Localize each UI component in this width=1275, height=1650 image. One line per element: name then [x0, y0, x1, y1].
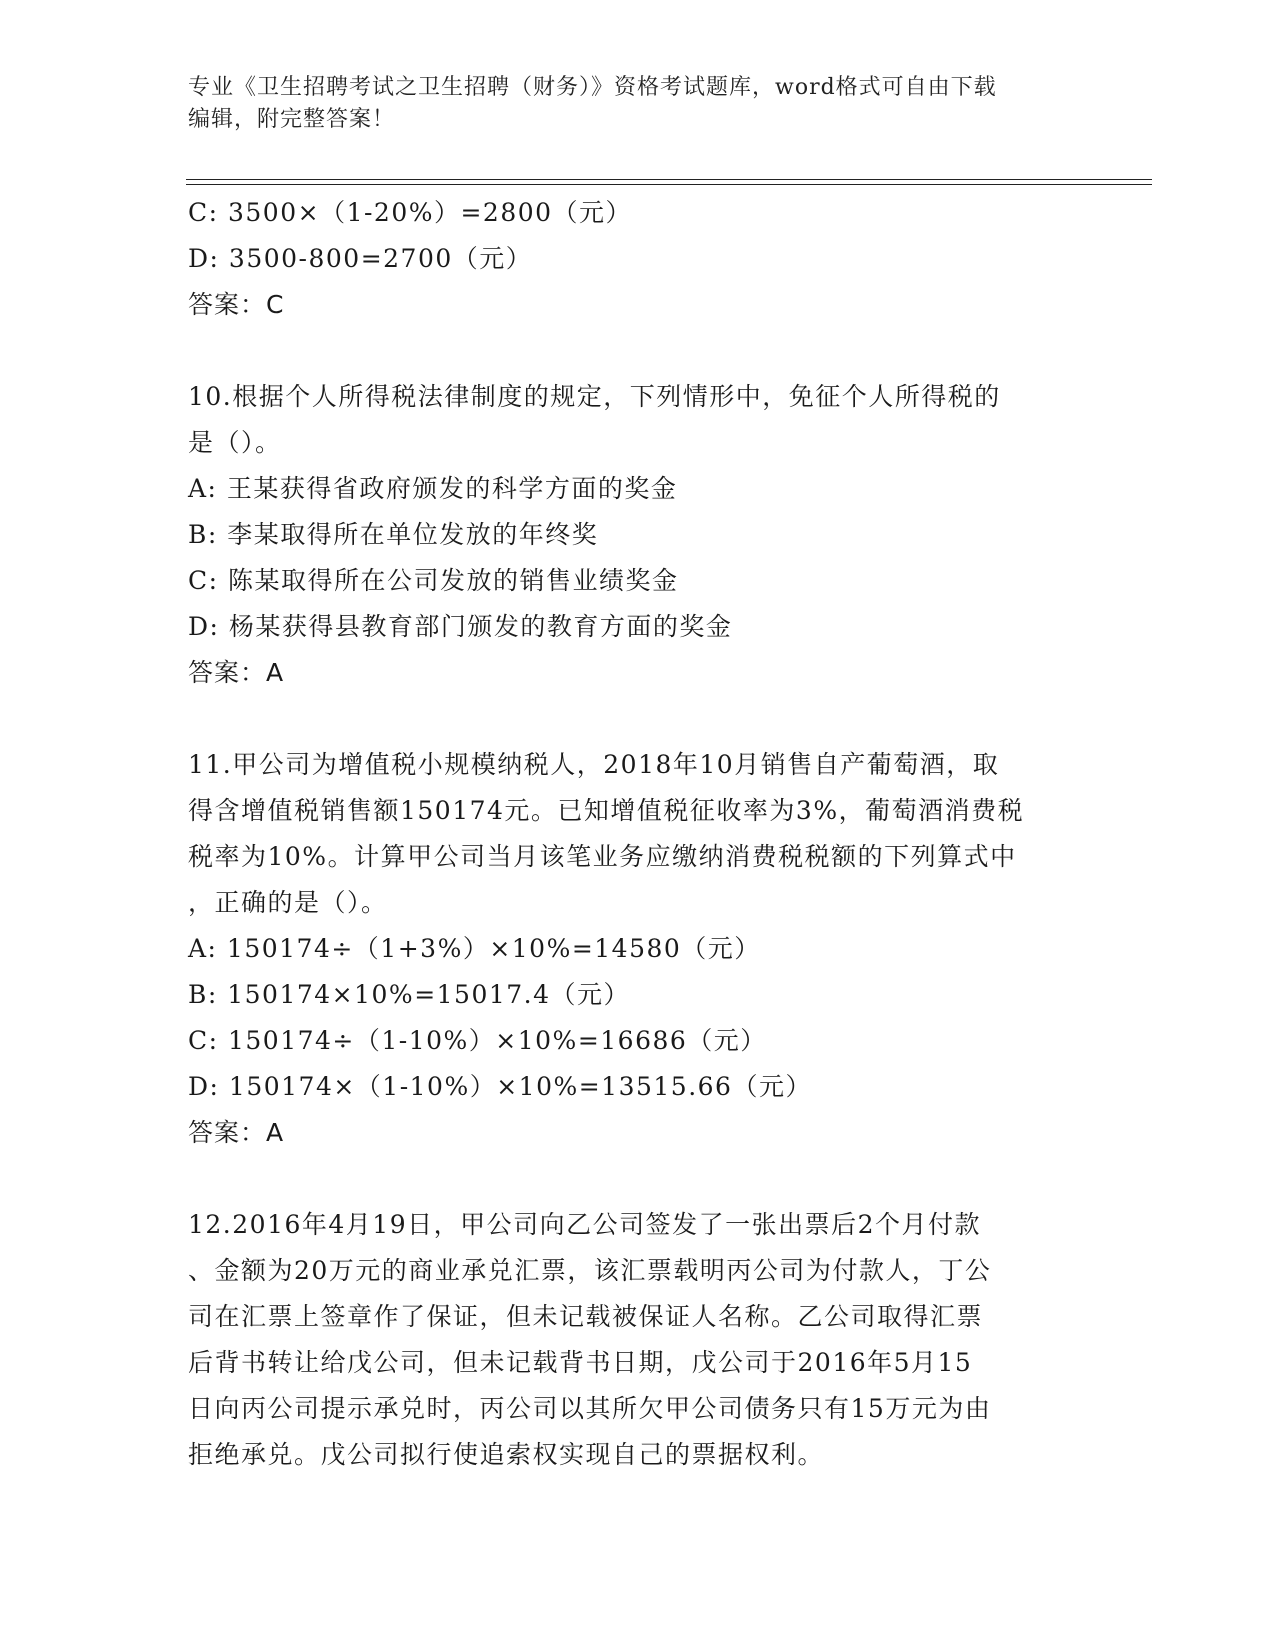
question-stem: 日向丙公司提示承兑时，丙公司以其所欠甲公司债务只有15万元为由 — [188, 1394, 992, 1423]
question-stem: 税率为10%。计算甲公司当月该笔业务应缴纳消费税税额的下列算式中 — [188, 842, 1017, 871]
option-d: D: 3500-800=2700（元） — [188, 244, 533, 273]
option-c: C: 陈某取得所在公司发放的销售业绩奖金 — [188, 566, 679, 595]
option-b: B: 150174×10%=15017.4（元） — [188, 980, 631, 1009]
question-stem: ，正确的是（）。 — [188, 888, 388, 917]
option-b: B: 李某取得所在单位发放的年终奖 — [188, 520, 599, 549]
question-9-tail — [188, 190, 1088, 328]
question-stem: 得含增值税销售额150174元。已知增值税征收率为3%，葡萄酒消费税 — [188, 796, 1025, 825]
question-10 — [188, 374, 1088, 696]
option-a: A: 150174÷（1+3%）×10%=14580（元） — [188, 934, 761, 963]
question-stem: 12.2016年4月19日，甲公司向乙公司签发了一张出票后2个月付款 — [188, 1210, 982, 1239]
question-stem: 11.甲公司为增值税小规模纳税人，2018年10月销售自产葡萄酒，取 — [188, 750, 1000, 779]
option-d: D: 杨某获得县教育部门颁发的教育方面的奖金 — [188, 612, 733, 641]
question-stem: 是（）。 — [188, 428, 282, 457]
option-c: C: 150174÷（1-10%）×10%=16686（元） — [188, 1026, 767, 1055]
question-stem: 10.根据个人所得税法律制度的规定，下列情形中，免征个人所得税的 — [188, 382, 1001, 411]
document-body — [188, 190, 1088, 1478]
header-divider-bottom — [186, 184, 1152, 185]
answer: 答案：A — [188, 658, 285, 687]
header-divider-top — [186, 179, 1152, 180]
option-d: D: 150174×（1-10%）×10%=13515.66（元） — [188, 1072, 812, 1101]
question-stem: 拒绝承兑。戊公司拟行使追索权实现自己的票据权利。 — [188, 1440, 825, 1469]
document-header — [188, 72, 1088, 136]
question-12 — [188, 1202, 1088, 1478]
question-11 — [188, 742, 1088, 1156]
answer: 答案：C — [188, 290, 285, 319]
option-c: C: 3500×（1-20%）=2800（元） — [188, 198, 633, 227]
answer: 答案：A — [188, 1118, 285, 1147]
header-line-1: 专业《卫生招聘考试之卫生招聘（财务）》资格考试题库，word格式可自由下载 — [188, 75, 997, 100]
question-stem: 司在汇票上签章作了保证，但未记载被保证人名称。乙公司取得汇票 — [188, 1302, 984, 1331]
option-a: A: 王某获得省政府颁发的科学方面的奖金 — [188, 474, 678, 503]
question-stem: 、金额为20万元的商业承兑汇票，该汇票载明丙公司为付款人，丁公 — [188, 1256, 992, 1285]
question-stem: 后背书转让给戊公司，但未记载背书日期，戊公司于2016年5月15 — [188, 1348, 973, 1377]
header-line-2: 编辑，附完整答案！ — [188, 107, 396, 132]
